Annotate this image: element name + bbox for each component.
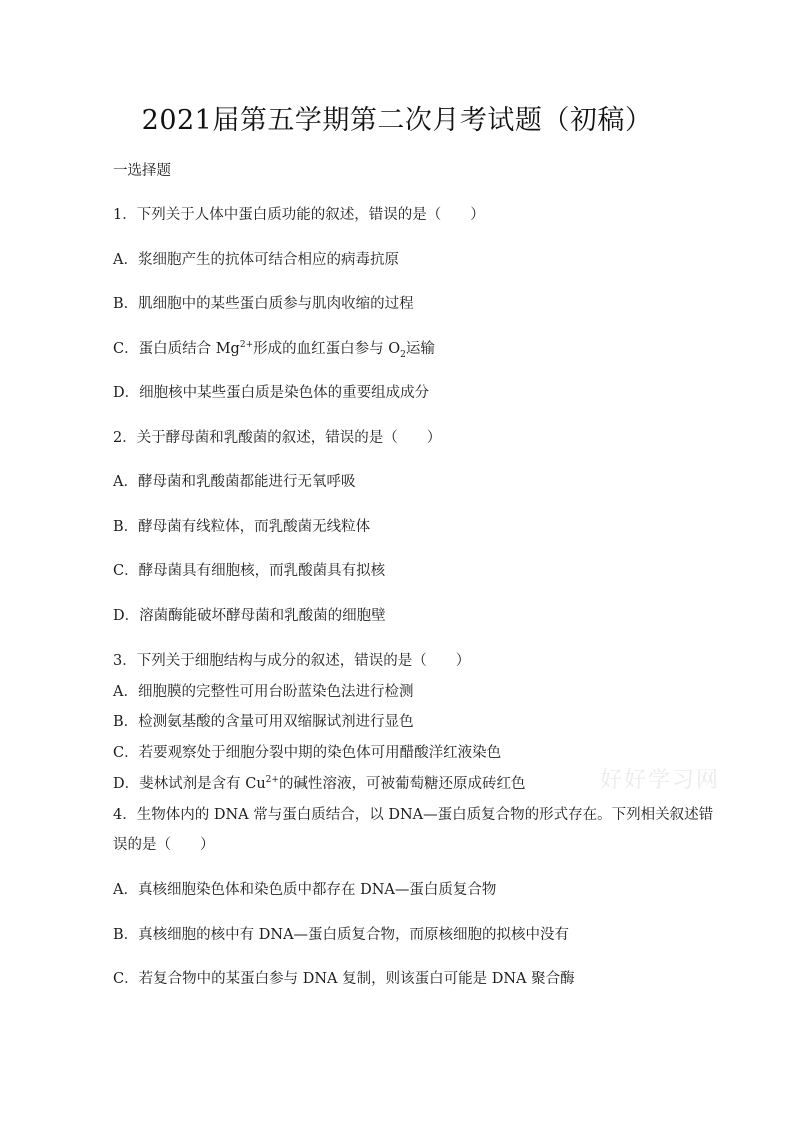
question-3-option-c: C．若要观察处于细胞分裂中期的染色体可用醋酸洋红液染色 <box>113 745 502 761</box>
question-1-option-a: A．浆细胞产生的抗体可结合相应的病毒抗原 <box>113 252 399 268</box>
question-3-option-b: B．检测氨基酸的含量可用双缩脲试剂进行显色 <box>113 714 414 730</box>
option-text: 形成的血红蛋白参与 O <box>253 341 401 357</box>
section-heading: 一选择题 <box>113 163 171 179</box>
question-1-option-b: B．肌细胞中的某些蛋白质参与肌肉收缩的过程 <box>113 296 414 312</box>
watermark-logo: 好好学习网 <box>600 768 721 793</box>
question-4-option-a: A．真核细胞染色体和染色质中都存在 DNA—蛋白质复合物 <box>113 882 497 898</box>
question-3-option-d <box>113 775 525 793</box>
question-3-option-a: A．细胞膜的完整性可用台盼蓝染色法进行检测 <box>113 684 414 700</box>
question-2-option-b: B．酵母菌有线粒体，而乳酸菌无线粒体 <box>113 519 371 535</box>
option-text: 运输 <box>405 341 435 357</box>
question-2-option-d: D．溶菌酶能破坏酵母菌和乳酸菌的细胞壁 <box>113 608 386 624</box>
superscript: 2+ <box>265 775 279 786</box>
option-text: C．蛋白质结合 Mg <box>113 341 240 357</box>
question-3-stem: 3．下列关于细胞结构与成分的叙述，错误的是（ ） <box>113 653 471 669</box>
question-2-stem: 2．关于酵母菌和乳酸菌的叙述，错误的是（ ） <box>113 430 442 446</box>
question-4-option-b: B．真核细胞的核中有 DNA—蛋白质复合物，而原核细胞的拟核中没有 <box>113 927 570 943</box>
question-2-option-c: C．酵母菌具有细胞核，而乳酸菌具有拟核 <box>113 563 386 579</box>
subscript: 2 <box>400 349 406 360</box>
option-text: D．斐林试剂是含有 Cu <box>113 776 266 792</box>
option-text: 的碱性溶液，可被葡萄糖还原成砖红色 <box>278 776 526 792</box>
question-1-option-c <box>113 340 435 358</box>
page-title: 2021届第五学期第二次月考试题（初稿） <box>141 105 653 136</box>
question-2-option-a: A．酵母菌和乳酸菌都能进行无氧呼吸 <box>113 474 356 490</box>
superscript: 2+ <box>239 340 254 351</box>
question-4-option-c: C．若复合物中的某蛋白参与 DNA 复制，则该蛋白可能是 DNA 聚合酶 <box>113 971 575 987</box>
question-4-stem-line-2: 误的是（ ） <box>113 837 215 853</box>
question-1-stem: 1．下列关于人体中蛋白质功能的叙述，错误的是（ ） <box>113 207 485 223</box>
question-1-option-d: D．细胞核中某些蛋白质是染色体的重要组成成分 <box>113 385 430 401</box>
question-4-stem-line-1: 4．生物体内的 DNA 常与蛋白质结合，以 DNA—蛋白质复合物的形式存在。下列相关叙述错 <box>113 807 714 823</box>
